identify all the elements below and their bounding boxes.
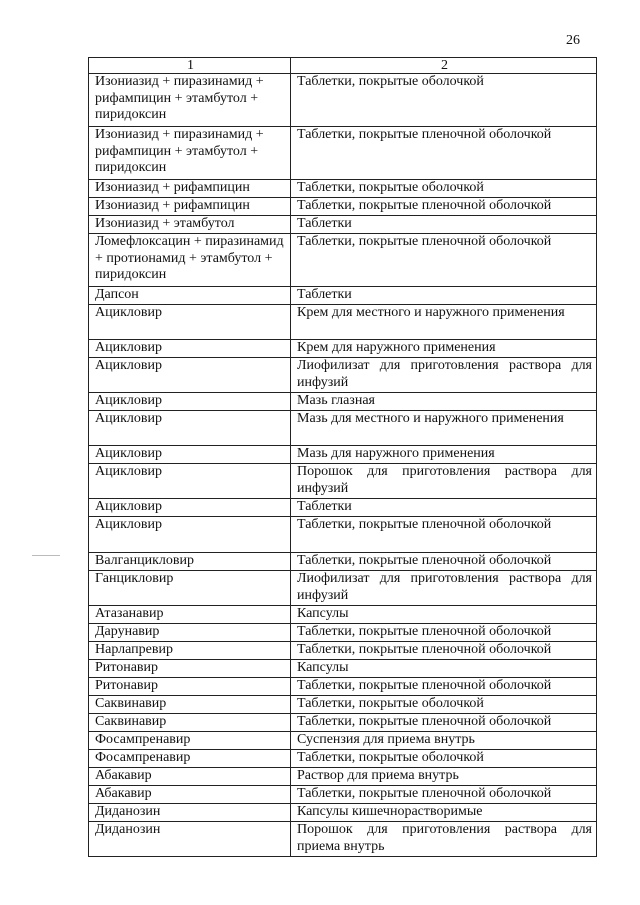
dosage-form-cell: Таблетки, покрытые пленочной оболочкой (291, 624, 597, 642)
drug-name-cell: Ломефлоксацин + пиразинамид + протионамид + этамбутол + пиридоксин (89, 234, 291, 287)
table-row (89, 696, 597, 714)
table-row (89, 393, 597, 411)
drug-name-cell: Ритонавир (89, 660, 291, 678)
table-row (89, 606, 597, 624)
drug-name-cell: Саквинавир (89, 696, 291, 714)
dosage-form-cell: Таблетки, покрытые пленочной оболочкой (291, 714, 597, 732)
drug-name-cell: Изониазид + рифампицин (89, 180, 291, 198)
table-row (89, 411, 597, 446)
table-row (89, 180, 597, 198)
table-body (89, 74, 597, 857)
drug-name-cell: Абакавир (89, 768, 291, 786)
dosage-form-cell: Лиофилизат для приготовления раствора для инфузий (291, 571, 597, 606)
dosage-form-cell: Таблетки (291, 499, 597, 517)
table-row (89, 446, 597, 464)
dosage-form-cell: Капсулы (291, 606, 597, 624)
dosage-form-cell: Таблетки, покрытые пленочной оболочкой (291, 786, 597, 804)
drug-name-cell: Фосампренавир (89, 732, 291, 750)
dosage-form-cell: Таблетки, покрытые оболочкой (291, 74, 597, 127)
column-header-1: 1 (89, 58, 291, 74)
table-row (89, 340, 597, 358)
dosage-form-cell: Лиофилизат для приготовления раствора для инфузий (291, 358, 597, 393)
drug-table (88, 57, 597, 857)
table-row (89, 642, 597, 660)
drug-name-cell: Ганцикловир (89, 571, 291, 606)
table-row (89, 464, 597, 499)
drug-name-cell: Изониазид + рифампицин (89, 198, 291, 216)
table-row (89, 517, 597, 553)
drug-name-cell: Изониазид + пиразинамид + рифампицин + этамбутол + пиридоксин (89, 74, 291, 127)
dosage-form-cell: Порошок для приготовления раствора для инфузий (291, 464, 597, 499)
drug-name-cell: Ацикловир (89, 340, 291, 358)
table-row (89, 660, 597, 678)
table-row (89, 234, 597, 287)
drug-name-cell: Ацикловир (89, 305, 291, 340)
dosage-form-cell: Суспензия для приема внутрь (291, 732, 597, 750)
table-row (89, 553, 597, 571)
table-row (89, 305, 597, 340)
dosage-form-cell: Таблетки, покрытые пленочной оболочкой (291, 678, 597, 696)
drug-name-cell: Нарлапревир (89, 642, 291, 660)
drug-name-cell: Атазанавир (89, 606, 291, 624)
drug-name-cell: Ацикловир (89, 393, 291, 411)
table-row (89, 822, 597, 857)
table-row (89, 499, 597, 517)
dosage-form-cell: Порошок для приготовления раствора для приема внутрь (291, 822, 597, 857)
table-row (89, 127, 597, 180)
table-row (89, 358, 597, 393)
dosage-form-cell: Капсулы (291, 660, 597, 678)
table-row (89, 624, 597, 642)
dosage-form-cell: Таблетки, покрытые пленочной оболочкой (291, 553, 597, 571)
drug-name-cell: Ацикловир (89, 464, 291, 499)
drug-name-cell: Фосампренавир (89, 750, 291, 768)
dosage-form-cell: Мазь глазная (291, 393, 597, 411)
dosage-form-cell: Крем для местного и наружного применения (291, 305, 597, 340)
table-row (89, 750, 597, 768)
table-header-row (89, 58, 597, 74)
dosage-form-cell: Таблетки, покрытые пленочной оболочкой (291, 127, 597, 180)
drug-name-cell: Диданозин (89, 822, 291, 857)
table-row (89, 714, 597, 732)
drug-name-cell: Диданозин (89, 804, 291, 822)
table-row (89, 571, 597, 606)
dosage-form-cell: Таблетки (291, 287, 597, 305)
drug-name-cell: Ацикловир (89, 358, 291, 393)
table-row (89, 198, 597, 216)
dosage-form-cell: Мазь для местного и наружного применения (291, 411, 597, 446)
drug-name-cell: Дарунавир (89, 624, 291, 642)
table-row (89, 732, 597, 750)
drug-name-cell: Саквинавир (89, 714, 291, 732)
table-row (89, 216, 597, 234)
table-row (89, 786, 597, 804)
column-header-2: 2 (291, 58, 597, 74)
page-number: 26 (566, 33, 580, 48)
dosage-form-cell: Таблетки, покрытые оболочкой (291, 696, 597, 714)
drug-name-cell: Изониазид + этамбутол (89, 216, 291, 234)
dosage-form-cell: Таблетки, покрытые пленочной оболочкой (291, 234, 597, 287)
drug-name-cell: Изониазид + пиразинамид + рифампицин + этамбутол + пиридоксин (89, 127, 291, 180)
drug-name-cell: Валганцикловир (89, 553, 291, 571)
drug-name-cell: Абакавир (89, 786, 291, 804)
dosage-form-cell: Раствор для приема внутрь (291, 768, 597, 786)
dosage-form-cell: Таблетки, покрытые пленочной оболочкой (291, 198, 597, 216)
drug-name-cell: Ритонавир (89, 678, 291, 696)
dosage-form-cell: Капсулы кишечнорастворимые (291, 804, 597, 822)
dosage-form-cell: Крем для наружного применения (291, 340, 597, 358)
drug-name-cell: Дапсон (89, 287, 291, 305)
margin-mark (32, 555, 60, 556)
drug-name-cell: Ацикловир (89, 446, 291, 464)
table-row (89, 287, 597, 305)
dosage-form-cell: Таблетки, покрытые оболочкой (291, 750, 597, 768)
dosage-form-cell: Таблетки, покрытые пленочной оболочкой (291, 517, 597, 553)
drug-name-cell: Ацикловир (89, 499, 291, 517)
table-row (89, 74, 597, 127)
dosage-form-cell: Таблетки, покрытые оболочкой (291, 180, 597, 198)
dosage-form-cell: Таблетки (291, 216, 597, 234)
table-row (89, 804, 597, 822)
table-row (89, 678, 597, 696)
drug-name-cell: Ацикловир (89, 517, 291, 553)
drug-name-cell: Ацикловир (89, 411, 291, 446)
table-row (89, 768, 597, 786)
dosage-form-cell: Мазь для наружного применения (291, 446, 597, 464)
dosage-form-cell: Таблетки, покрытые пленочной оболочкой (291, 642, 597, 660)
